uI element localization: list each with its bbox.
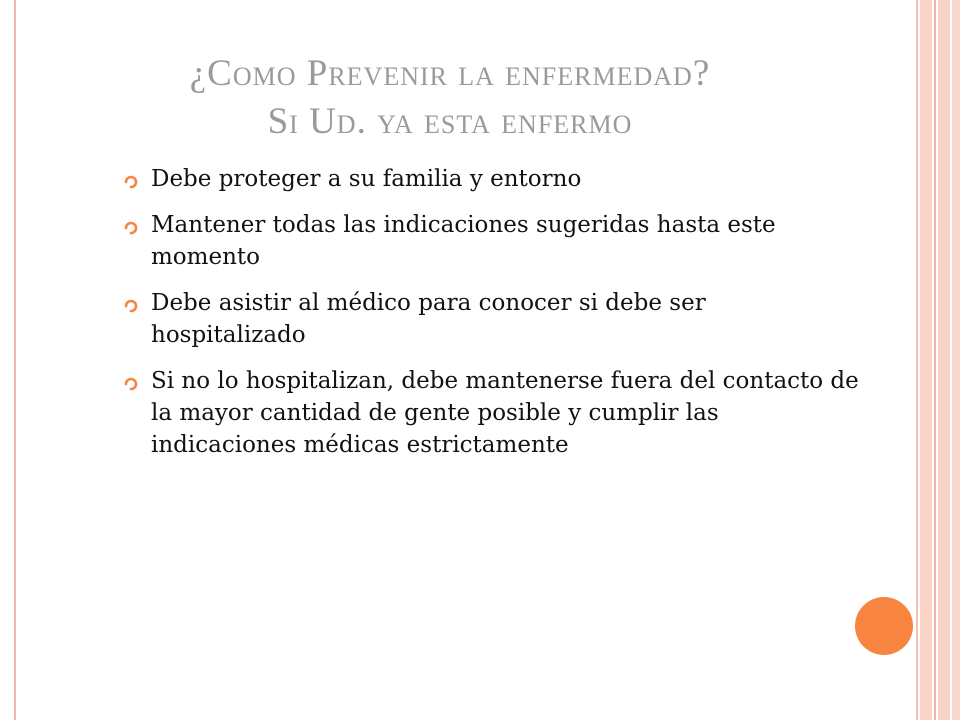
slide-title xyxy=(100,50,800,146)
title-line-2: Si Ud. ya esta enfermo xyxy=(267,101,633,142)
bullet-text: Debe asistir al médico para conocer si debe ser hospitalizado xyxy=(151,290,706,348)
left-border-line xyxy=(14,0,16,720)
bullet-text: Mantener todas las indicaciones sugeridas hasta este momento xyxy=(151,212,776,270)
bullet-text: Debe proteger a su familia y entorno xyxy=(151,166,582,192)
bullet-icon xyxy=(123,220,139,236)
bullet-icon xyxy=(123,298,139,314)
stripe xyxy=(920,0,932,720)
list-item xyxy=(123,287,863,351)
stripe xyxy=(916,0,918,720)
right-decorative-stripes xyxy=(916,0,960,720)
bullet-list xyxy=(123,163,863,475)
title-line-1: ¿Como Prevenir la enfermedad? xyxy=(189,53,711,94)
list-item xyxy=(123,163,863,195)
stripe xyxy=(938,0,950,720)
stripe xyxy=(934,0,936,720)
list-item xyxy=(123,365,863,461)
bullet-icon xyxy=(123,174,139,190)
stripe xyxy=(952,0,960,720)
orange-circle-decoration xyxy=(855,597,913,655)
list-item xyxy=(123,209,863,273)
bullet-icon xyxy=(123,376,139,392)
bullet-text: Si no lo hospitalizan, debe mantenerse fuera del contacto de la mayor cantidad de gente posible y cumplir las indicaciones médicas estrictamente xyxy=(151,368,859,458)
